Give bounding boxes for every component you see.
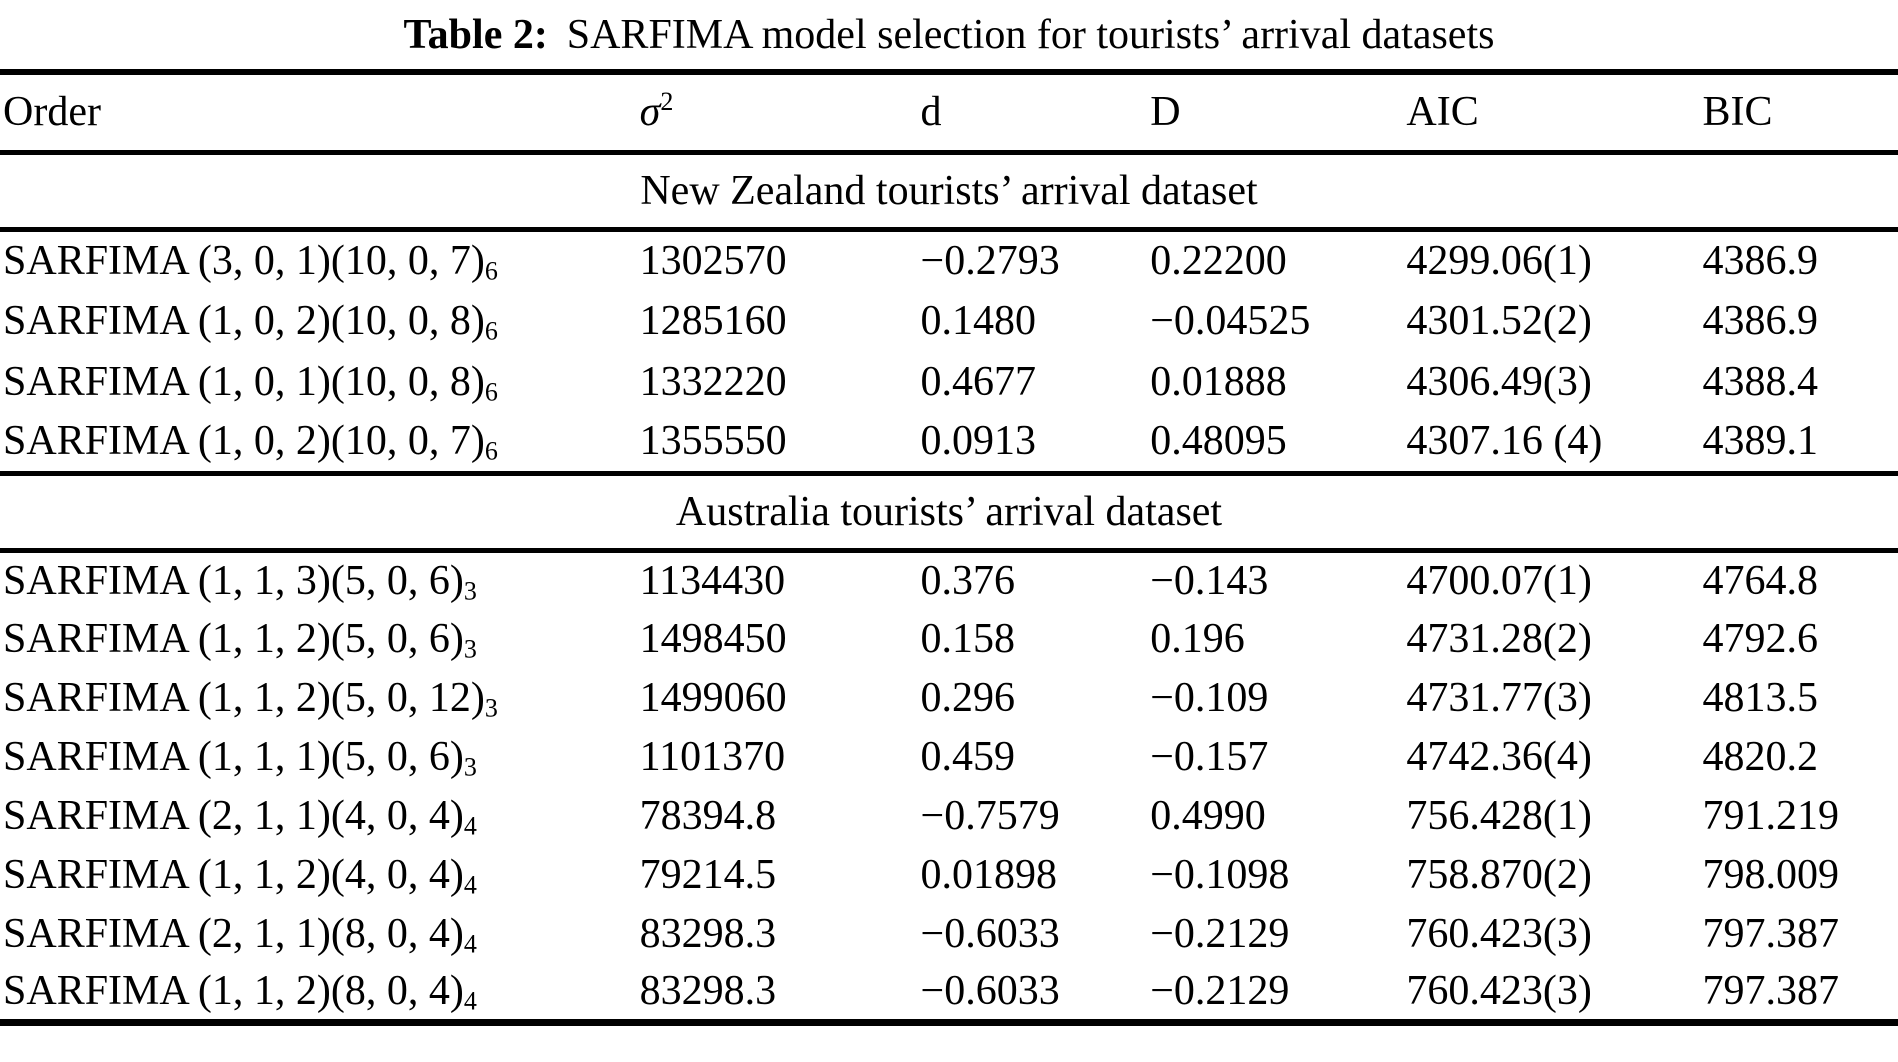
bic-value: 797.387: [1702, 910, 1839, 957]
bic-value: 797.387: [1702, 967, 1839, 1014]
model-name: SARFIMA (2, 1, 1)(4, 0, 4): [3, 792, 464, 839]
D-value: −0.157: [1150, 733, 1269, 780]
sigma-squared-value: 1498450: [639, 615, 787, 662]
D-value: −0.109: [1150, 674, 1269, 721]
seasonal-period-subscript: 4: [463, 811, 477, 841]
table-row: [0, 412, 1898, 473]
aic-value: 760.423(3): [1406, 967, 1592, 1014]
d-value: −0.2793: [920, 237, 1060, 284]
model-name: SARFIMA (1, 1, 2)(5, 0, 12): [3, 674, 485, 721]
d-value: 0.1480: [920, 297, 1037, 344]
d-value: 0.459: [920, 733, 1016, 780]
aic-value: 4742.36(4): [1406, 733, 1592, 780]
table-caption-text: SARFIMA model selection for tourists’ arrival datasets: [566, 11, 1495, 58]
bic-value: 4813.5: [1702, 674, 1818, 721]
table-row: [0, 229, 1898, 290]
model-name: SARFIMA (1, 1, 3)(5, 0, 6): [3, 557, 464, 604]
aic-value: 4307.16 (4): [1406, 418, 1603, 465]
model-order-cell: [0, 668, 640, 727]
bic-value: 4389.1: [1702, 418, 1818, 465]
sigma-symbol: σ: [639, 89, 661, 136]
model-order-cell: [0, 845, 640, 904]
model-order-cell: [0, 550, 640, 609]
table-row: [0, 668, 1898, 727]
aic-value: 4299.06(1): [1406, 237, 1592, 284]
model-name: SARFIMA (1, 1, 2)(5, 0, 6): [3, 615, 464, 662]
seasonal-period-subscript: 3: [484, 693, 498, 723]
model-order-cell: [0, 229, 640, 290]
table-row: [0, 727, 1898, 786]
seasonal-period-subscript: 6: [484, 377, 498, 407]
sigma-squared-value: 1332220: [639, 358, 787, 405]
sigma-squared-value: 78394.8: [639, 792, 777, 839]
D-value: −0.1098: [1150, 851, 1290, 898]
model-name: SARFIMA (2, 1, 1)(8, 0, 4): [3, 910, 464, 957]
d-value: 0.4677: [920, 358, 1037, 405]
bic-value: 4764.8: [1702, 557, 1818, 604]
aic-value: 758.870(2): [1406, 851, 1592, 898]
bic-value: 791.219: [1702, 792, 1839, 839]
model-order-cell: [0, 963, 640, 1022]
model-name: SARFIMA (1, 1, 2)(8, 0, 4): [3, 967, 464, 1014]
seasonal-period-subscript: 6: [484, 316, 498, 346]
model-name: SARFIMA (1, 1, 2)(4, 0, 4): [3, 851, 464, 898]
aic-value: 4731.77(3): [1406, 674, 1592, 721]
column-header-D: D: [1150, 72, 1406, 152]
sigma-squared-exponent: 2: [660, 87, 674, 117]
model-order-cell: [0, 786, 640, 845]
sigma-squared-value: 1302570: [639, 237, 787, 284]
model-name: SARFIMA (1, 0, 2)(10, 0, 7): [3, 418, 485, 465]
table-row: [0, 786, 1898, 845]
sigma-squared-value: 79214.5: [639, 851, 777, 898]
bic-value: 798.009: [1702, 851, 1839, 898]
sigma-squared-value: 83298.3: [639, 967, 777, 1014]
table-row: [0, 845, 1898, 904]
section-header-row: [0, 152, 1898, 229]
D-value: −0.143: [1150, 557, 1269, 604]
column-header-bic: BIC: [1702, 72, 1898, 152]
table-caption-label: Table 2:: [403, 11, 548, 58]
column-header-order: Order: [0, 72, 640, 152]
model-selection-table: [0, 69, 1898, 1026]
sigma-squared-value: 83298.3: [639, 910, 777, 957]
section-header-row: [0, 473, 1898, 550]
seasonal-period-subscript: 3: [463, 634, 477, 664]
aic-value: 760.423(3): [1406, 910, 1592, 957]
D-value: 0.22200: [1150, 237, 1287, 284]
model-name: SARFIMA (1, 1, 1)(5, 0, 6): [3, 733, 464, 780]
aic-value: 756.428(1): [1406, 792, 1592, 839]
bic-value: 4388.4: [1702, 358, 1818, 405]
d-value: 0.0913: [920, 418, 1037, 465]
sigma-squared-value: 1134430: [639, 557, 786, 604]
seasonal-period-subscript: 4: [463, 986, 477, 1016]
seasonal-period-subscript: 4: [463, 929, 477, 959]
D-value: −0.04525: [1150, 297, 1311, 344]
aic-value: 4306.49(3): [1406, 358, 1592, 405]
column-header-sigma-squared: [640, 72, 921, 152]
d-value: 0.296: [920, 674, 1016, 721]
bic-value: 4386.9: [1702, 297, 1818, 344]
D-value: 0.48095: [1150, 418, 1287, 465]
model-order-cell: [0, 351, 640, 412]
table-row: [0, 351, 1898, 412]
table-row: [0, 290, 1898, 351]
sigma-squared-value: 1355550: [639, 418, 787, 465]
sigma-squared-value: 1285160: [639, 297, 787, 344]
bic-value: 4792.6: [1702, 615, 1818, 662]
seasonal-period-subscript: 6: [484, 436, 498, 466]
d-value: 0.376: [920, 557, 1016, 604]
section-header: New Zealand tourists’ arrival dataset: [0, 152, 1898, 229]
seasonal-period-subscript: 6: [484, 256, 498, 286]
bic-value: 4386.9: [1702, 237, 1818, 284]
model-order-cell: [0, 609, 640, 668]
section-header: Australia tourists’ arrival dataset: [0, 473, 1898, 550]
model-order-cell: [0, 412, 640, 473]
column-header-d: d: [921, 72, 1151, 152]
D-value: 0.01888: [1150, 358, 1287, 405]
d-value: 0.01898: [920, 851, 1058, 898]
model-order-cell: [0, 290, 640, 351]
D-value: 0.196: [1150, 615, 1245, 662]
aic-value: 4731.28(2): [1406, 615, 1592, 662]
table-row: [0, 550, 1898, 609]
d-value: 0.158: [920, 615, 1016, 662]
table-row: [0, 904, 1898, 963]
model-name: SARFIMA (1, 0, 1)(10, 0, 8): [3, 358, 485, 405]
seasonal-period-subscript: 4: [463, 870, 477, 900]
D-value: −0.2129: [1150, 967, 1290, 1014]
model-name: SARFIMA (1, 0, 2)(10, 0, 8): [3, 297, 485, 344]
aic-value: 4700.07(1): [1406, 557, 1592, 604]
D-value: −0.2129: [1150, 910, 1290, 957]
seasonal-period-subscript: 3: [463, 576, 477, 606]
column-header-aic: AIC: [1406, 72, 1702, 152]
table-body: [0, 152, 1898, 1022]
table-row: [0, 609, 1898, 668]
D-value: 0.4990: [1150, 792, 1266, 839]
table-caption: [0, 0, 1898, 69]
model-order-cell: [0, 727, 640, 786]
d-value: −0.7579: [920, 792, 1060, 839]
sigma-squared-value: 1101370: [639, 733, 786, 780]
table-row: [0, 963, 1898, 1022]
model-name: SARFIMA (3, 0, 1)(10, 0, 7): [3, 237, 485, 284]
model-order-cell: [0, 904, 640, 963]
seasonal-period-subscript: 3: [463, 752, 477, 782]
d-value: −0.6033: [920, 910, 1060, 957]
column-header-row: [0, 72, 1898, 152]
bic-value: 4820.2: [1702, 733, 1818, 780]
d-value: −0.6033: [920, 967, 1060, 1014]
sigma-squared-value: 1499060: [639, 674, 787, 721]
aic-value: 4301.52(2): [1406, 297, 1592, 344]
